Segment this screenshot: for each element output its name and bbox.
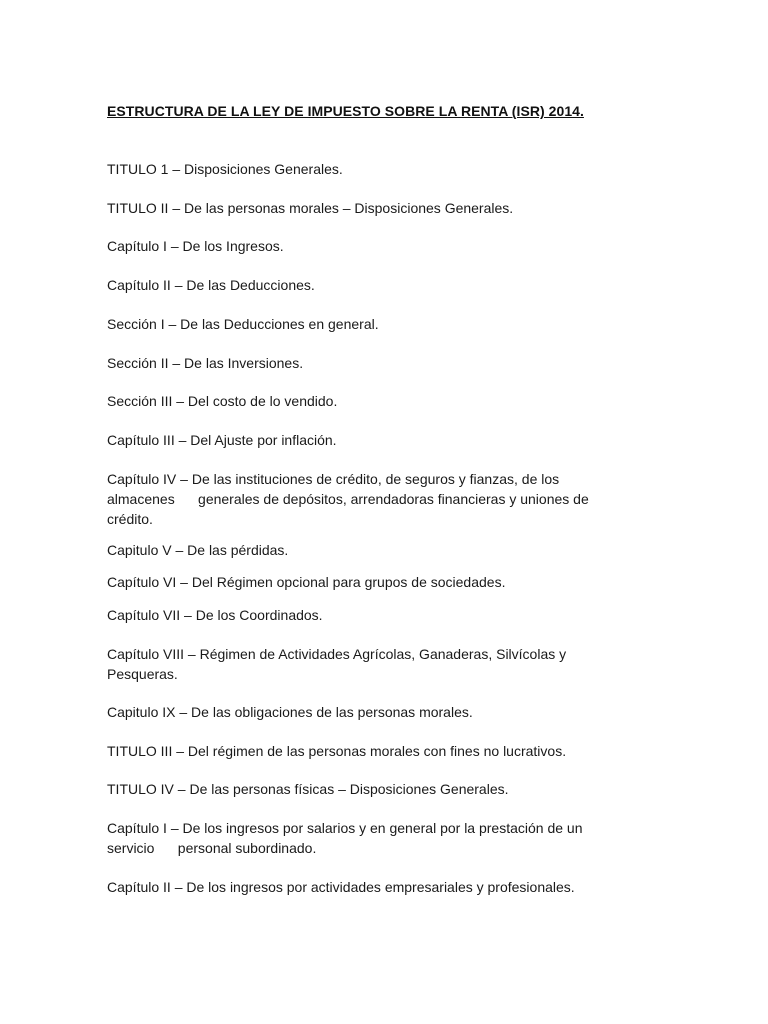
- entry-capitulo-9: Capitulo IX – De las obligaciones de las personas morales.: [107, 704, 473, 720]
- entry-titulo-1: TITULO 1 – Disposiciones Generales.: [107, 161, 343, 177]
- entry-seccion-1: Sección I – De las Deducciones en general.: [107, 316, 379, 332]
- entry-capitulo-6: Capítulo VI – Del Régimen opcional para grupos de sociedades.: [107, 574, 506, 590]
- document-title: ESTRUCTURA DE LA LEY DE IMPUESTO SOBRE LA RENTA (ISR) 2014.: [107, 103, 584, 119]
- entry-titulo-4: TITULO IV – De las personas físicas – Disposiciones Generales.: [107, 781, 509, 797]
- entry-capitulo-1-pf: Capítulo I – De los ingresos por salarios y en general por la prestación de un servicio personal subordinado.: [107, 820, 583, 856]
- entry-capitulo-3: Capítulo III – Del Ajuste por inflación.: [107, 432, 337, 448]
- entry-capitulo-2: Capítulo II – De las Deducciones.: [107, 277, 315, 293]
- entry-titulo-3: TITULO III – Del régimen de las personas morales con fines no lucrativos.: [107, 743, 567, 759]
- entry-capitulo-1: Capítulo I – De los Ingresos.: [107, 238, 284, 254]
- entry-capitulo-2-pf: Capítulo II – De los ingresos por actividades empresariales y profesionales.: [107, 879, 575, 895]
- entry-titulo-2: TITULO II – De las personas morales – Disposiciones Generales.: [107, 200, 514, 216]
- entry-capitulo-5: Capitulo V – De las pérdidas.: [107, 542, 289, 558]
- entry-capitulo-8: Capítulo VIII – Régimen de Actividades Agrícolas, Ganaderas, Silvícolas y Pesqueras.: [107, 646, 567, 682]
- entry-seccion-3: Sección III – Del costo de lo vendido.: [107, 393, 338, 409]
- entry-seccion-2: Sección II – De las Inversiones.: [107, 355, 304, 371]
- entry-capitulo-4: Capítulo IV – De las instituciones de crédito, de seguros y fianzas, de los almacenes generales de depósitos, arrendadoras financieras y uniones de crédito.: [107, 471, 589, 527]
- entry-capitulo-7: Capítulo VII – De los Coordinados.: [107, 607, 323, 623]
